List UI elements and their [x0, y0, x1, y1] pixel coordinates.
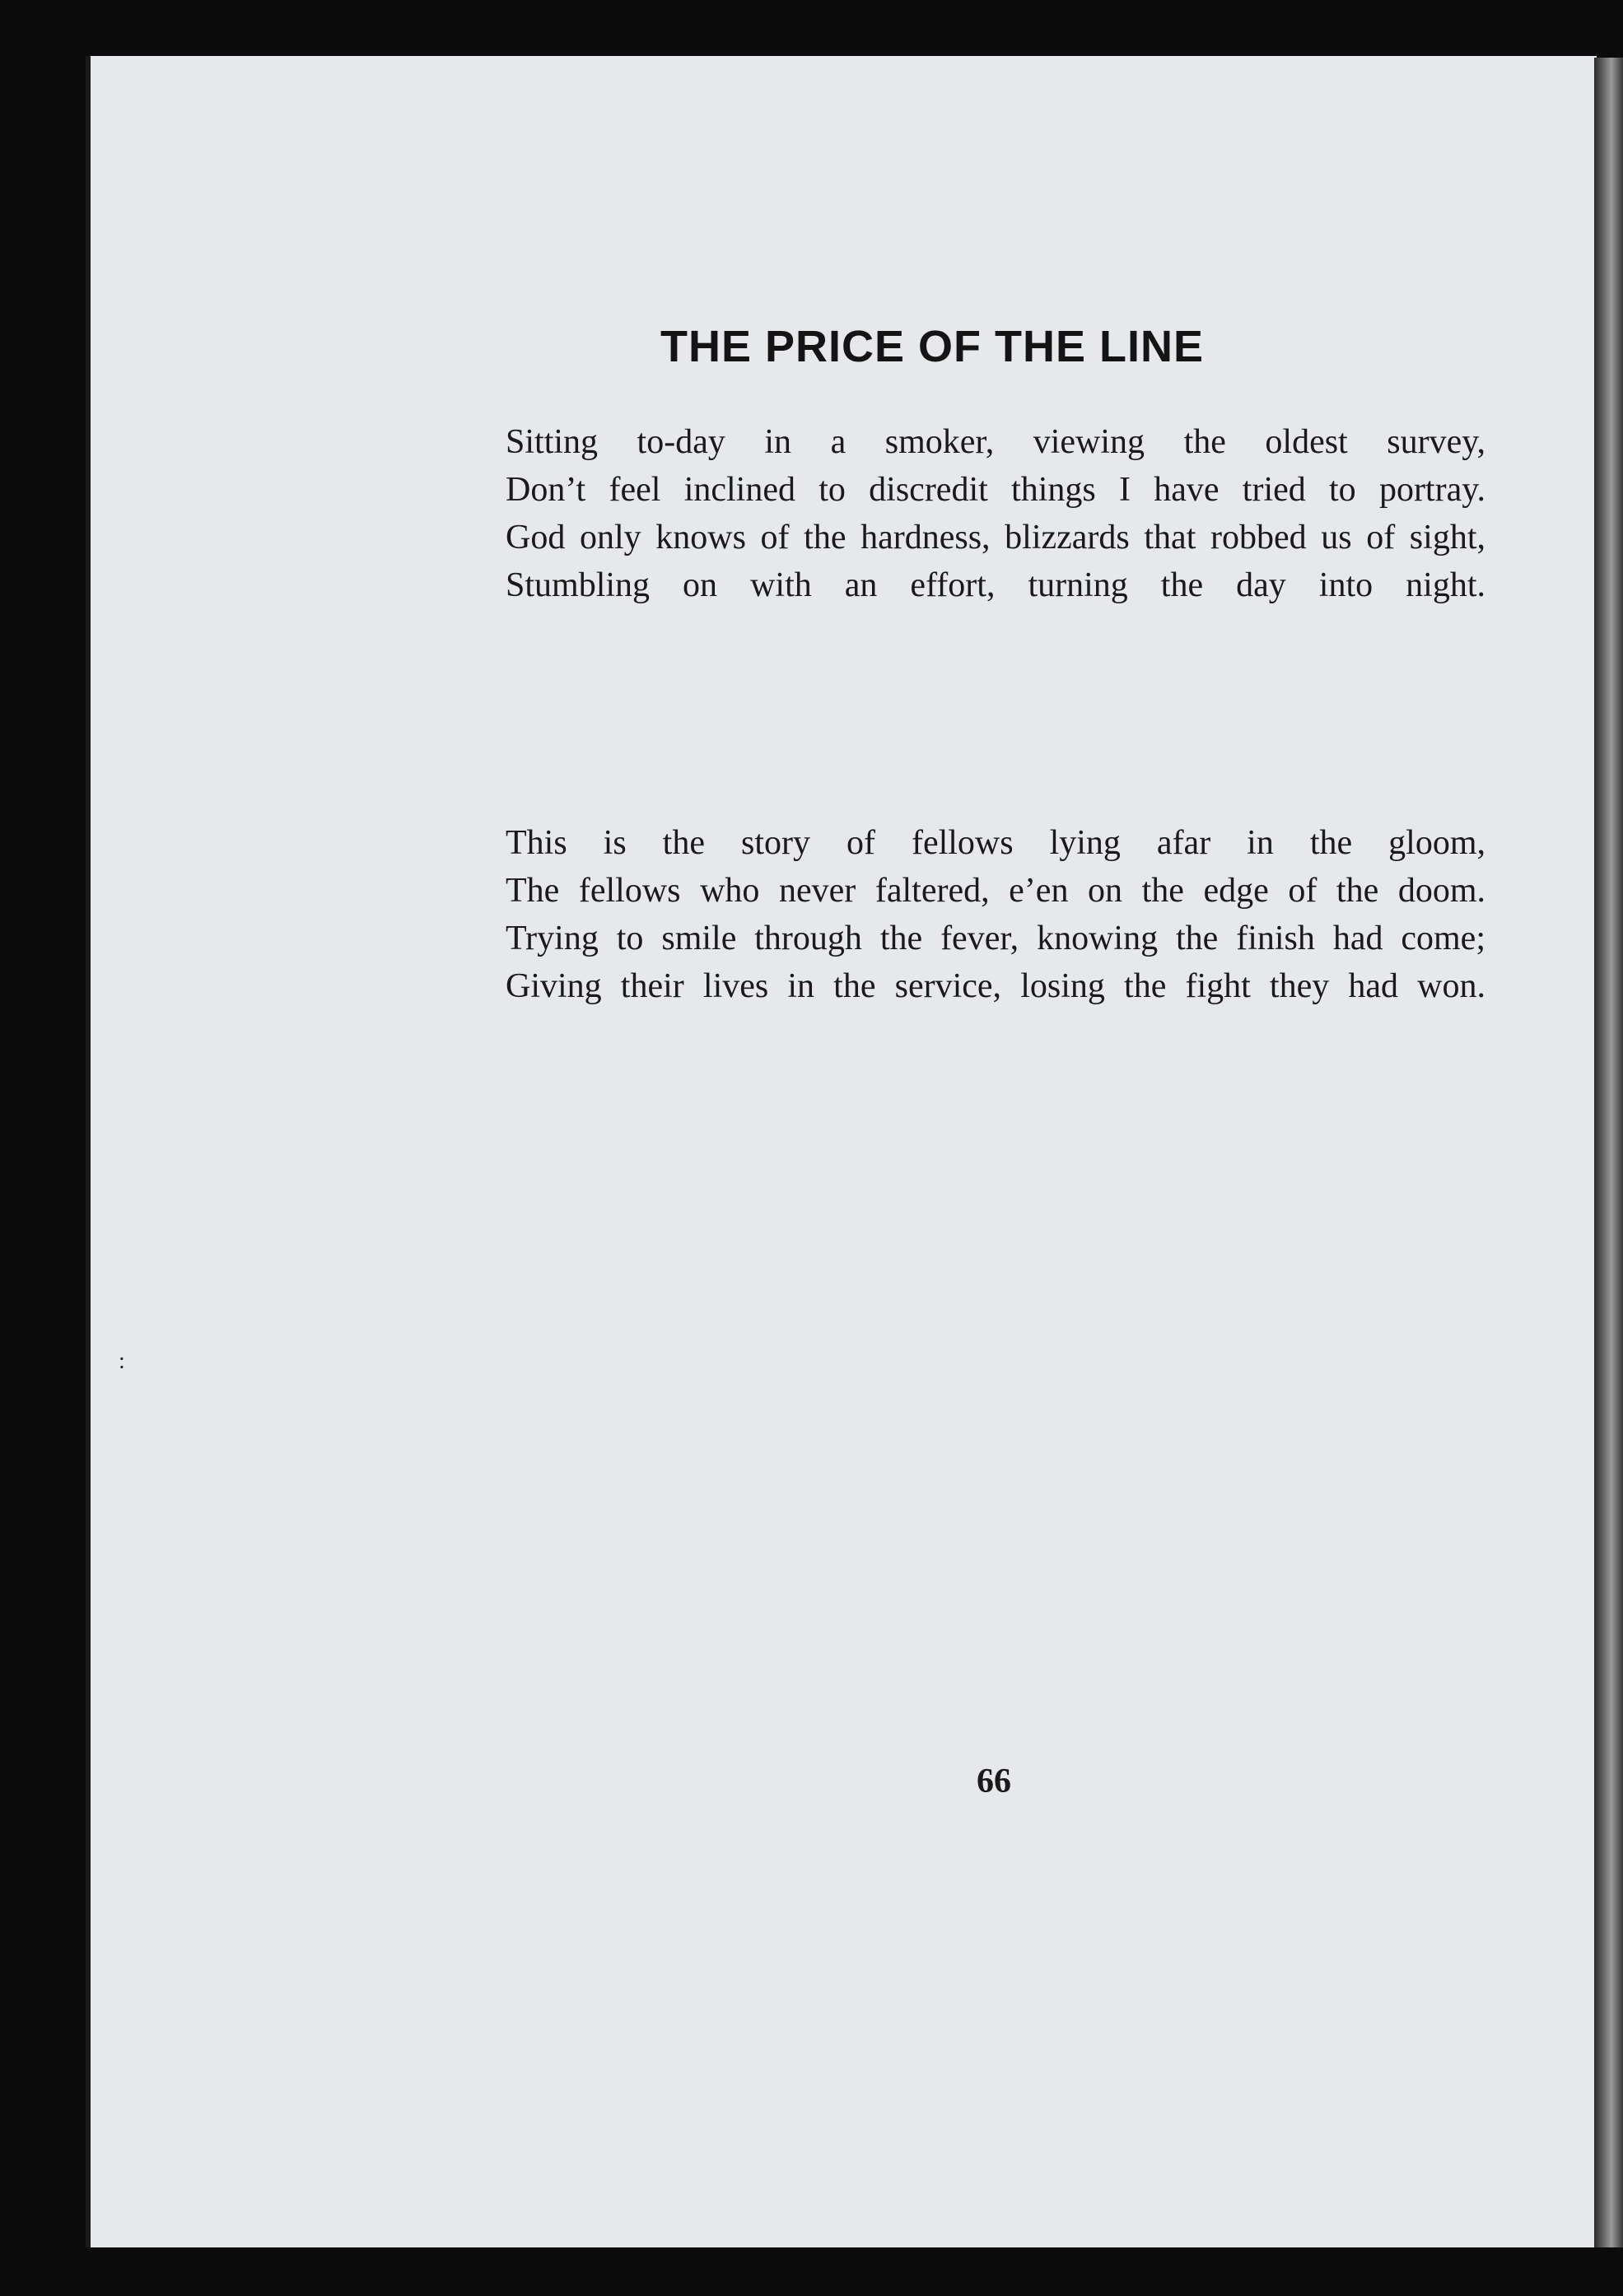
verse-line: God only knows of the hardness, blizzards that robbed us of sight,: [506, 519, 1485, 557]
margin-mark: :: [119, 1348, 125, 1374]
book-page: [86, 56, 1597, 2247]
verse-line: This is the story of fellows lying afar in the gloom,: [506, 824, 1485, 862]
verse-line: Stumbling on with an effort, turning the day into night.: [506, 566, 1485, 604]
stanza-2: [506, 819, 1485, 1010]
verse-line: Don’t feel inclined to discredit things I have tried to portray.: [506, 471, 1485, 509]
verse-line: Giving their lives in the service, losing the fight they had won.: [506, 967, 1485, 1005]
poem-title: THE PRICE OF THE LINE: [660, 322, 1205, 371]
verse-line: Sitting to-day in a smoker, viewing the oldest survey,: [506, 423, 1485, 461]
verse-line: The fellows who never faltered, e’en on the edge of the doom.: [506, 872, 1485, 910]
verse-line: Trying to smile through the fever, knowing the finish had come;: [506, 920, 1485, 957]
page-number: 66: [977, 1763, 1011, 1800]
stanza-1: [506, 418, 1485, 609]
page-edge: [1594, 58, 1623, 2247]
